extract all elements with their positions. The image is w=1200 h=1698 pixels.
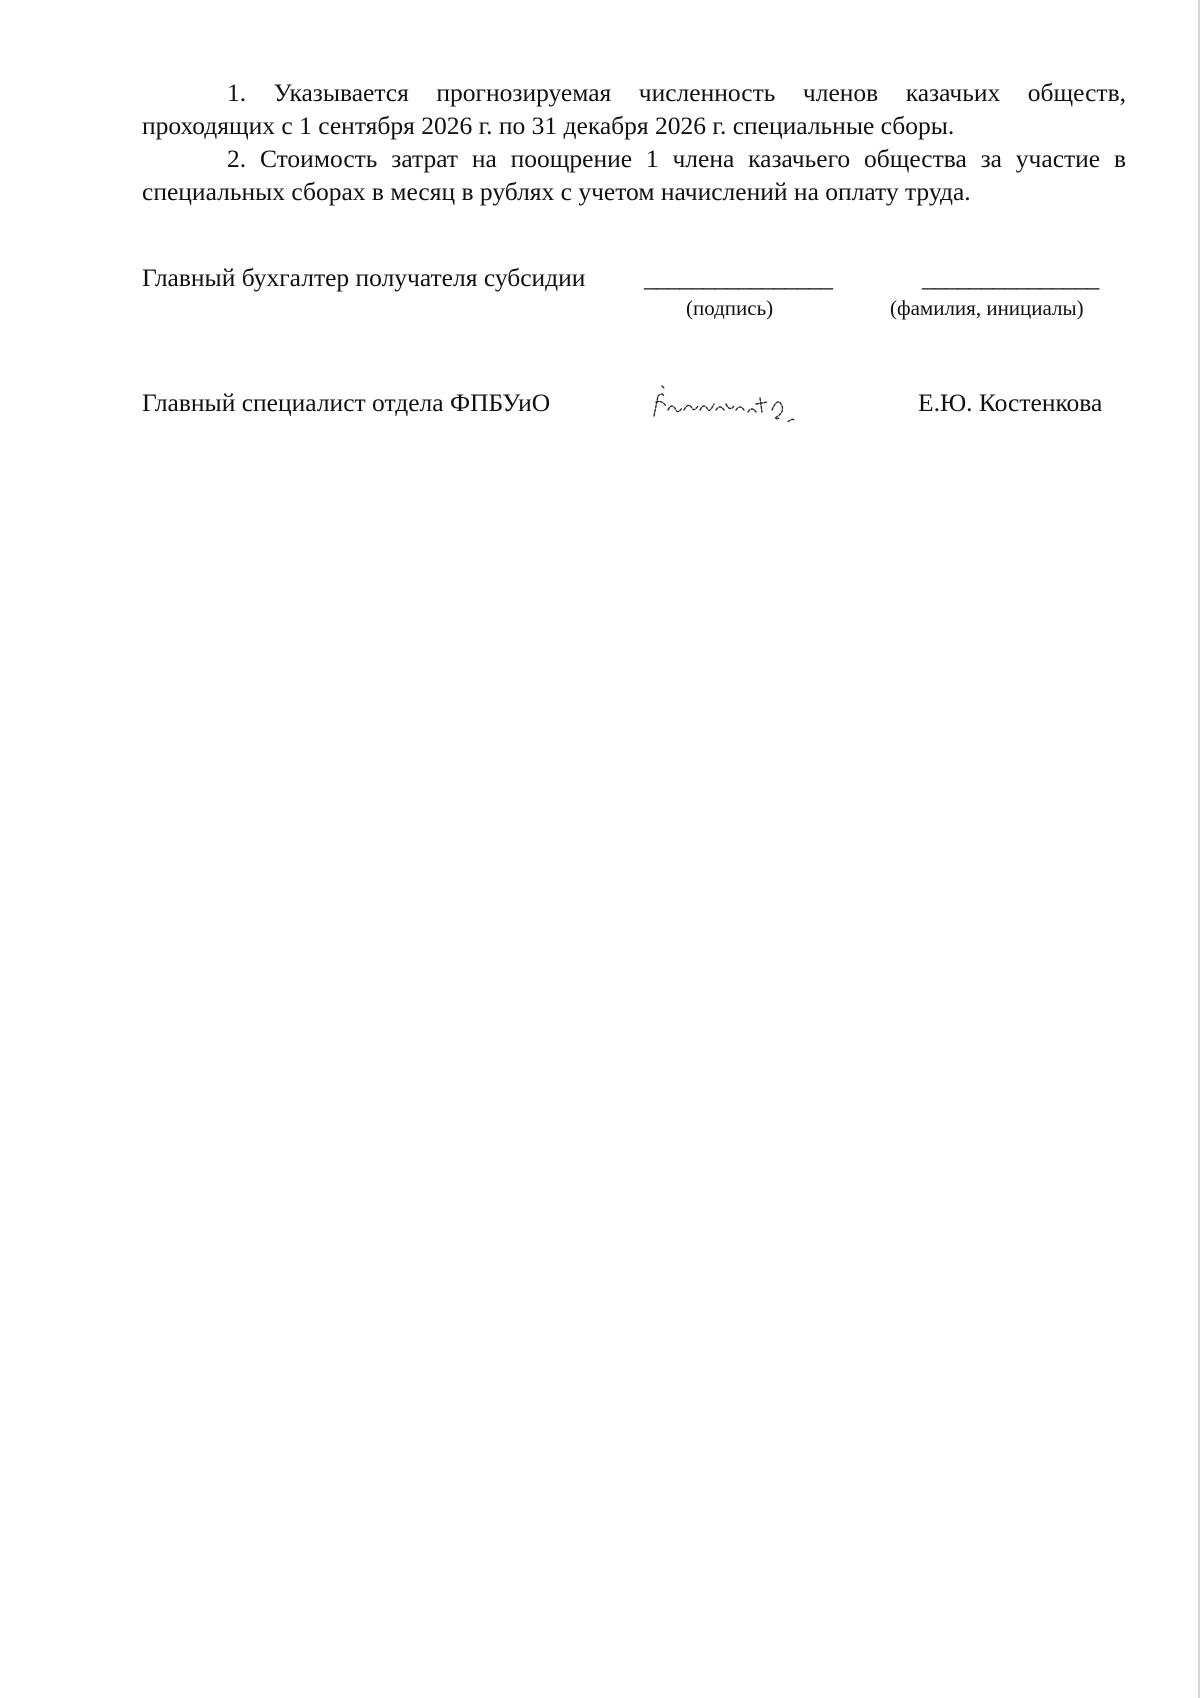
footnotes	[142, 76, 1126, 208]
footnote-2: 2. Стоимость затрат на поощрение 1 члена казачьего общества за участие в специальных сборах в месяц в рублях с учетом начислений на оплату труда.	[142, 144, 1126, 206]
signature-caption: (подпись)	[686, 296, 774, 320]
signature-blank: ________________	[644, 263, 832, 292]
specialist-name: Е.Ю. Костенкова	[918, 388, 1103, 417]
chief-accountant-label: Главный бухгалтер получателя субсидии	[142, 263, 586, 292]
name-blank: _______________	[922, 263, 1099, 292]
footnote-1: 1. Указывается прогнозируемая численность членов казачьих обществ, проходящих с 1 сентября 2026 г. по 31 декабря 2026 г. специальные сборы.	[142, 78, 1126, 140]
name-caption: (фамилия, инициалы)	[890, 296, 1084, 320]
specialist-label: Главный специалист отдела ФПБУиО	[142, 388, 551, 417]
handwritten-signature	[648, 382, 828, 422]
